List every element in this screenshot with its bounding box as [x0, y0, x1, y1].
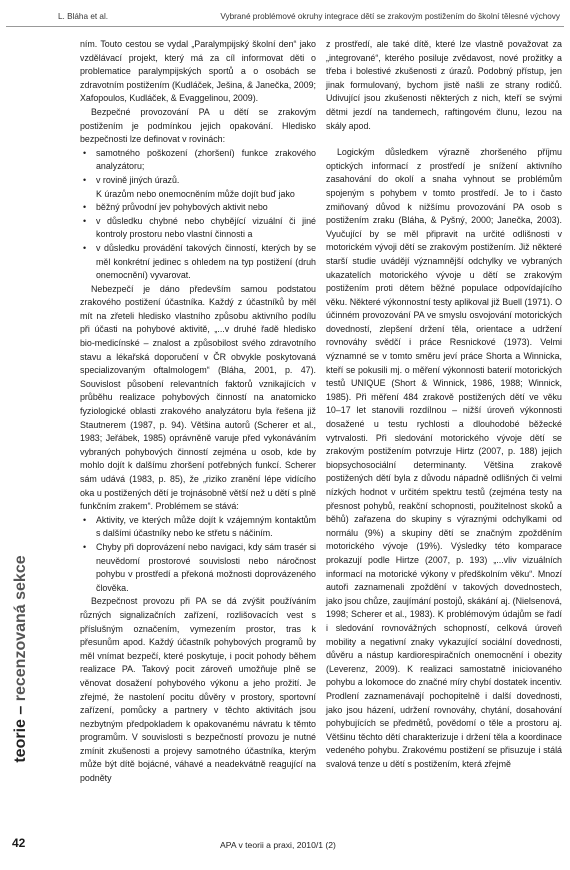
- right-column: [326, 38, 562, 771]
- list-item: • v důsledku chybné nebo chybějící vizuální či jiné kontroly prostoru nebo vlastní činnosti a: [80, 215, 316, 242]
- paragraph: ním. Touto cestou se vydal „Paralympijský školní den“ jako vzdělávací projekt, který má za cíl informovat děti o problematice paralympijských sportů a o osobách se zdravotním postižením (Kudláček, Ješina, & Janečka, 2009; Xafopoulos, Kudláček, & Evaggelinou, 2009).: [80, 39, 316, 104]
- list-item: • Aktivity, ve kterých může dojít k vzájemným kontaktům s dalšími účastníky nebo ke střetu s náčiním.: [80, 514, 316, 541]
- list-item: • v rovině jiných úrazů.: [80, 174, 316, 188]
- header-title: Vybrané problémové okruhy integrace dětí se zrakovým postižením do školní tělesné výchovy: [220, 12, 560, 21]
- list-item: • samotného poškození (zhoršení) funkce zrakového analyzátoru;: [80, 147, 316, 174]
- section-main-label: teorie: [12, 719, 29, 763]
- paragraph: z prostředí, ale také dítě, které lze vlastně považovat za „integrované“, kterého posiluje zvědavost, nové prožitky a třeba i bolestivé zkušenosti z úrazů. Podobný přístup, jen jinak formulovaný, bychom jistě našli ze strany rodičů. Udivující jsou zkušenosti některých z nich, kteří se svými dětmi jezdí na tandemech, raftingovém člunu, lezou na skály apod.: [326, 39, 562, 131]
- section-dash: –: [12, 705, 29, 715]
- list-item: • Chyby při doprovázení nebo navigaci, kdy sám trasér si neuvědomí prostorové souvislosti nebo náročnost pohybu v prostředí a překoná možnosti doprovázeného člověka.: [80, 541, 316, 595]
- left-column: [80, 38, 316, 786]
- section-sidebar: [6, 500, 34, 830]
- paragraph: Bezpečnost provozu při PA se dá zvýšit používáním různých signalizačních zařízení, rozlišovacích vest s příslušným označením, vymezením prostor, tras k přesunům apod. Každý účastník pohybových programů by měl vnímat bezpečí, které poskytuje, i pocit pohody během realizace PA. Takový pocit zároveň umožňuje plně se věnovat dosažení pohybového výkonu a jeho prožití. Je zřejmé, že nastolení pocitu důvěry v prostory, sportovní zařízení, pomůcky a partnery v těchto aktivitách jsou nezbytným předpokladem k opakovanému návratu k těmto programům. V souvislosti s bezpečností provozu je nutné zmínit zkušenosti a projevy samotného účastníka, kterým může být dítě bojácné, váhavé a neadekvátně reagující na podněty: [80, 596, 316, 784]
- section-label: [12, 509, 30, 809]
- section-sub-label: recenzovaná sekce: [12, 555, 29, 702]
- list-note: K úrazům nebo onemocněním může dojít buď jako: [96, 188, 295, 199]
- page-number: 42: [12, 836, 26, 850]
- header-author: L. Bláha et al.: [58, 12, 109, 21]
- bullet-list: [80, 147, 316, 283]
- paragraph: Bezpečné provozování PA u dětí se zrakovým postižením je podmínkou jejich opakování. Hledisko bezpečnosti lze definovat v rovinách:: [80, 106, 316, 145]
- list-item: • běžný průvodní jev pohybových aktivit nebo: [80, 201, 316, 215]
- running-header: [6, 6, 564, 27]
- list-item: • v důsledku provádění takových činností, kterých by se měl konkrétní jedinec s ohledem na typ postižení (druh onemocnění) vyvarovat.: [80, 242, 316, 283]
- paragraph: Logickým důsledkem výrazně zhoršeného příjmu optických informací z prostředí je snížení aktivního zasahování do okolí a snaha vyhnout se problémům spojeným s pohybem v tomto prostředí. Je to i často zmiňovaný důvod k nižšímu provozování PA osob s postižením zraku (Bláha, & Pyšný, 2000; Janečka, 2003). Vyučující by se měl připravit na určité odlišnosti v motorickém vývoji dětí se zrakovým postižením. Již některé starší studie uvádějí významnější odchylky ve vybraných ukazatelích motorického vývoje u dětí se zrakovým postižením proti dětem běžné populace odpovídajícího věku. Některé výkonnostní testy aplikoval již Buell (1971). O účinném provozování PA ve smyslu osvojování motorických dovedností, zlepšení držení těla, orientace a udržení rovnováhy svědčí i práce Resnickové (1973). Velmi významné se v tomto směru jeví práce Shorta a Winnicka, kteří se pokusili mj. o měření výkonnosti baterií motorických testů UNIQUE (Short & Winnick, 1986, 1988; Winnick, 1985). Při měření 484 zrakově postižených dětí ve věku 10–17 let stanovili rozdílnou – nižší úroveň výkonnosti dosažené u testu rychlosti a dlouhodobé běžecké vytrvalosti. Při sledování motorického vývoje dětí se zrakovým postižením potvrzuje Hirtz (2007, p. 188) jejich biopsychosociální determinanty. Většina zrakově postižených dětí byla z důvodu nápadně odlišných či velmi nízkých hodnot v určitém spektru testů (zejména testy na přesnost pohybů, reakční schopnosti, použitelnost skoků a běhů) zařazena do skupiny s výraznými odchylkami od normálu (9%) a skupiny dětí se značným zpožděním motorického vývoje (19%). Výsledky této komparace prokazují podle Hirtze (2007, p. 193) „...vliv vizuálních informací na motorické výkony v předškolním věku“. Mnozí autoři zaznamenali zpoždění v takových dovednostech, jako jsou chůze, zaujímání postojů, skákání aj. (Nielsenová, 1998; Scherer et al., 1983). K problémovým údajům se řadí i sledování rovnovážných schopností, celková úroveň mobility a negativní znaky vykazující sociální dovednosti, důvěru a nástup kardiorespiračních onemocnění i obezity (Leverenz, 2009). K realizaci samostatně iniciovaného pohybu a lokomoce do značné míry chybí dostatek incentiv. Prodlení zaznamenávají pochopitelně i další dovednosti, jako jsou házení, udržení rovnováhy, chytání, dosahování pohybujících se předmětů, povědomí o těle a prostoru aj. Většinu těchto dětí charakterizuje i držení těla a koordinace vedeného pohybu. Zrakovému postižení se přisuzuje i stálá svalová tenze u dětí s postižením, která zřejmě: [326, 147, 562, 769]
- running-footer: APA v teorii a praxi, 2010/1 (2): [220, 840, 336, 850]
- bullet-list: [80, 514, 316, 596]
- paragraph: Nebezpečí je dáno především samou podstatou zrakového postižení účastníka. Každý z účastníků by měl mít na zřeteli hledisko vlastního způsobu aktivního podílu při účasti na pohybové aktivitě, „...v druhé řadě hledisko bio-medicínské – znalost a způsobilost svého zdravotního stavu a lékařská doporučení v ČR obvykle poskytovaná specializovaným oftalmologem“ (Bláha, 2001, p. 47). Souvislost působení relevantních faktorů vznikajících v průběhu realizace pohybových činností na anatomicko fyziologické oblasti zrakového analyzátoru byla řešena již Stautnerem (1987, p. 94). Většina autorů (Scherer et al., 1983; Jeřábek, 1985) oprávněně varuje před vykonáváním vybraných pohybových činností zejména u osob, kde by mohlo dojít k dalšímu zhoršení potřebných funkcí. Scherer sám udává (1983, p. 85), že „riziko zranění lépe vidícího oka u postižených dětí je trojnásobně větší než u dětí s plně funkčním zrakem“. Problémem se stává:: [80, 283, 316, 512]
